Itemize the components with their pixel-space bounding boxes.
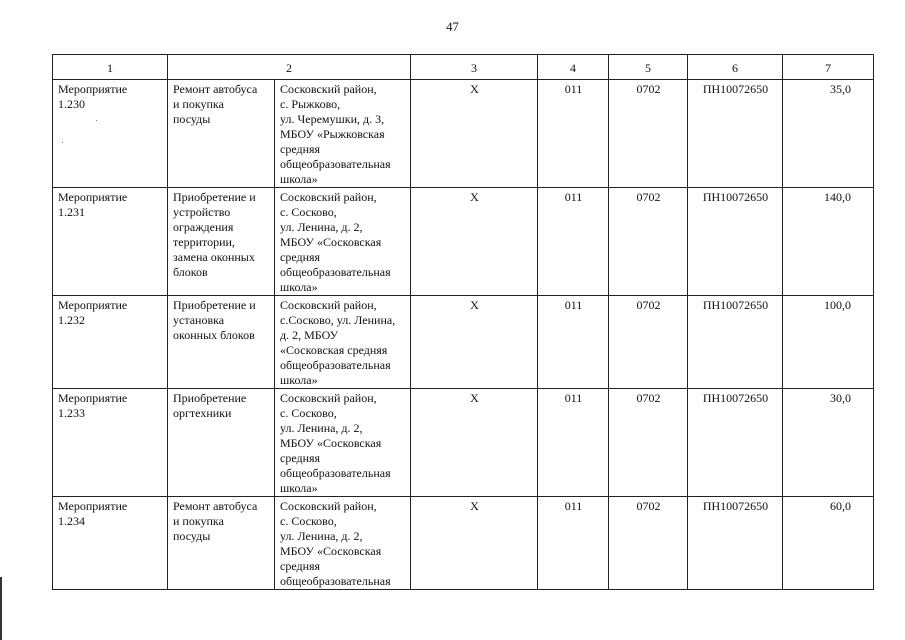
col6-cell: ПН10072650 — [688, 497, 783, 590]
header-cell-2: 2 — [168, 55, 411, 80]
col3-cell: Х — [411, 497, 538, 590]
col7-cell: 30,0 — [783, 389, 874, 497]
description-cell: Ремонт автобуса и покупка посуды — [168, 497, 275, 590]
table-row — [53, 296, 874, 389]
col5-cell: 0702 — [609, 497, 688, 590]
description-cell: Приобретение оргтехники — [168, 389, 275, 497]
col5-cell: 0702 — [609, 296, 688, 389]
col6-cell: ПН10072650 — [688, 296, 783, 389]
col5-cell: 0702 — [609, 80, 688, 188]
budget-table — [52, 54, 874, 590]
header-cell-5: 5 — [609, 55, 688, 80]
table-header-row — [53, 55, 874, 80]
col7-cell: 35,0 — [783, 80, 874, 188]
table-row — [53, 497, 874, 590]
col6-cell: ПН10072650 — [688, 188, 783, 296]
scan-speck — [62, 142, 63, 143]
description-cell: Приобретение и установка оконных блоков — [168, 296, 275, 389]
col7-cell: 100,0 — [783, 296, 874, 389]
address-cell: Сосковский район, с. Сосково, ул. Ленина, д. 2, МБОУ «Сосковская средняя общеобразовательная школа» — [275, 188, 411, 296]
event-cell: Мероприятие 1.232 — [53, 296, 168, 389]
table-row — [53, 80, 874, 188]
col4-cell: 011 — [538, 497, 609, 590]
header-cell-7: 7 — [783, 55, 874, 80]
event-cell: Мероприятие 1.230 — [53, 80, 168, 188]
event-cell: Мероприятие 1.231 — [53, 188, 168, 296]
address-cell: Сосковский район, с. Сосково, ул. Ленина, д. 2, МБОУ «Сосковская средняя общеобразовательная — [275, 497, 411, 590]
table-row — [53, 389, 874, 497]
col4-cell: 011 — [538, 389, 609, 497]
header-cell-4: 4 — [538, 55, 609, 80]
col4-cell: 011 — [538, 188, 609, 296]
scan-edge-mark — [0, 577, 2, 640]
event-cell: Мероприятие 1.233 — [53, 389, 168, 497]
address-cell: Сосковский район, с. Сосково, ул. Ленина, д. 2, МБОУ «Сосковская средняя общеобразовательная школа» — [275, 389, 411, 497]
page-number: 47 — [446, 20, 459, 34]
col6-cell: ПН10072650 — [688, 389, 783, 497]
col3-cell: Х — [411, 389, 538, 497]
header-cell-1: 1 — [53, 55, 168, 80]
col4-cell: 011 — [538, 80, 609, 188]
col5-cell: 0702 — [609, 188, 688, 296]
col3-cell: Х — [411, 188, 538, 296]
scan-speck — [96, 120, 97, 121]
col4-cell: 011 — [538, 296, 609, 389]
event-cell: Мероприятие 1.234 — [53, 497, 168, 590]
table-row — [53, 188, 874, 296]
header-cell-3: 3 — [411, 55, 538, 80]
col7-cell: 140,0 — [783, 188, 874, 296]
address-cell: Сосковский район, с.Сосково, ул. Ленина, д. 2, МБОУ «Сосковская средняя общеобразовательная школа» — [275, 296, 411, 389]
col6-cell: ПН10072650 — [688, 80, 783, 188]
address-cell: Сосковский район, с. Рыжково, ул. Черемушки, д. 3, МБОУ «Рыжковская средняя общеобразовательная школа» — [275, 80, 411, 188]
col7-cell: 60,0 — [783, 497, 874, 590]
col3-cell: Х — [411, 296, 538, 389]
col5-cell: 0702 — [609, 389, 688, 497]
col3-cell: Х — [411, 80, 538, 188]
description-cell: Ремонт автобуса и покупка посуды — [168, 80, 275, 188]
description-cell: Приобретение и устройство ограждения территории, замена оконных блоков — [168, 188, 275, 296]
header-cell-6: 6 — [688, 55, 783, 80]
